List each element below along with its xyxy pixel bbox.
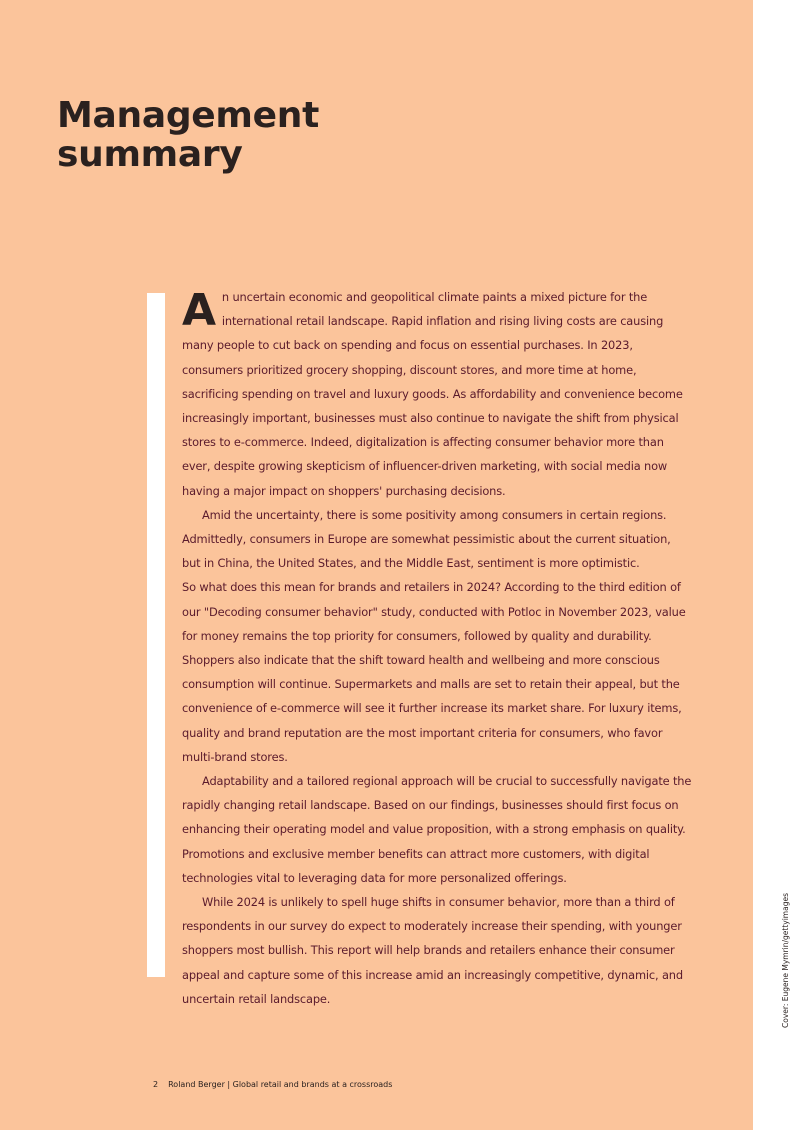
title-line-1: Management [57,95,319,136]
title-line-2: summary [57,134,243,175]
page-footer [153,1080,392,1089]
paragraph-2: Amid the uncertainty, there is some positivity among consumers in certain regions. Admittedly, consumers in Europe are somewhat pessimistic about the current situation, but in China, the United States, and the Middle East, sentiment is more optimistic. [182,507,671,571]
page-title [57,96,319,174]
photo-credit: Cover: Eugene Mymrin/gettyimages [781,893,790,1028]
drop-cap: A [182,285,216,336]
paragraph-1 [182,285,692,503]
paragraph-5: While 2024 is unlikely to spell huge shifts in consumer behavior, more than a third of respondents in our survey do expect to moderately increase their spending, with younger shoppers most bullish. This report will help brands and retailers enhance their consumer appeal and capture some of this increase amid an increasingly competitive, dynamic, and uncertain retail landscape. [182,895,683,1006]
paragraph-3: So what does this mean for brands and retailers in 2024? According to the third edition of our "Decoding consumer behavior" study, conducted with Potloc in November 2023, value for money remains the top priority for consumers, followed by quality and durability. Shoppers also indicate that the shift toward health and wellbeing and more conscious consumption will continue. Supermarkets and malls are set to retain their appeal, but the convenience of e-commerce will see it further increase its market share. For luxury items, quality and brand reputation are the most important criteria for consumers, who favor multi-brand stores. [182,580,686,764]
summary-body [182,285,692,1011]
paragraph-1-text: n uncertain economic and geopolitical climate paints a mixed picture for the international retail landscape. Rapid inflation and rising living costs are causing many people to cut back on spending and focus on essential purchases. In 2023, consumers prioritized grocery shopping, discount stores, and more time at home, sacrificing spending on travel and luxury goods. As affordability and convenience become increasingly important, businesses must also continue to navigate the shift from physical stores to e-commerce. Indeed, digitalization is affecting consumer behavior more than ever, despite growing skepticism of influencer-driven marketing, with social media now having a major impact on shoppers' purchasing decisions. [182,290,683,498]
paragraph-4: Adaptability and a tailored regional approach will be crucial to successfully navigate the rapidly changing retail landscape. Based on our findings, businesses should first focus on enhancing their operating model and value proposition, with a strong emphasis on quality. Promotions and exclusive member benefits can attract more customers, with digital technologies vital to leveraging data for more personalized offerings. [182,774,692,885]
accent-bar [147,293,165,977]
page-number: 2 [153,1080,159,1089]
footer-text: Roland Berger | Global retail and brands at a crossroads [168,1080,393,1089]
